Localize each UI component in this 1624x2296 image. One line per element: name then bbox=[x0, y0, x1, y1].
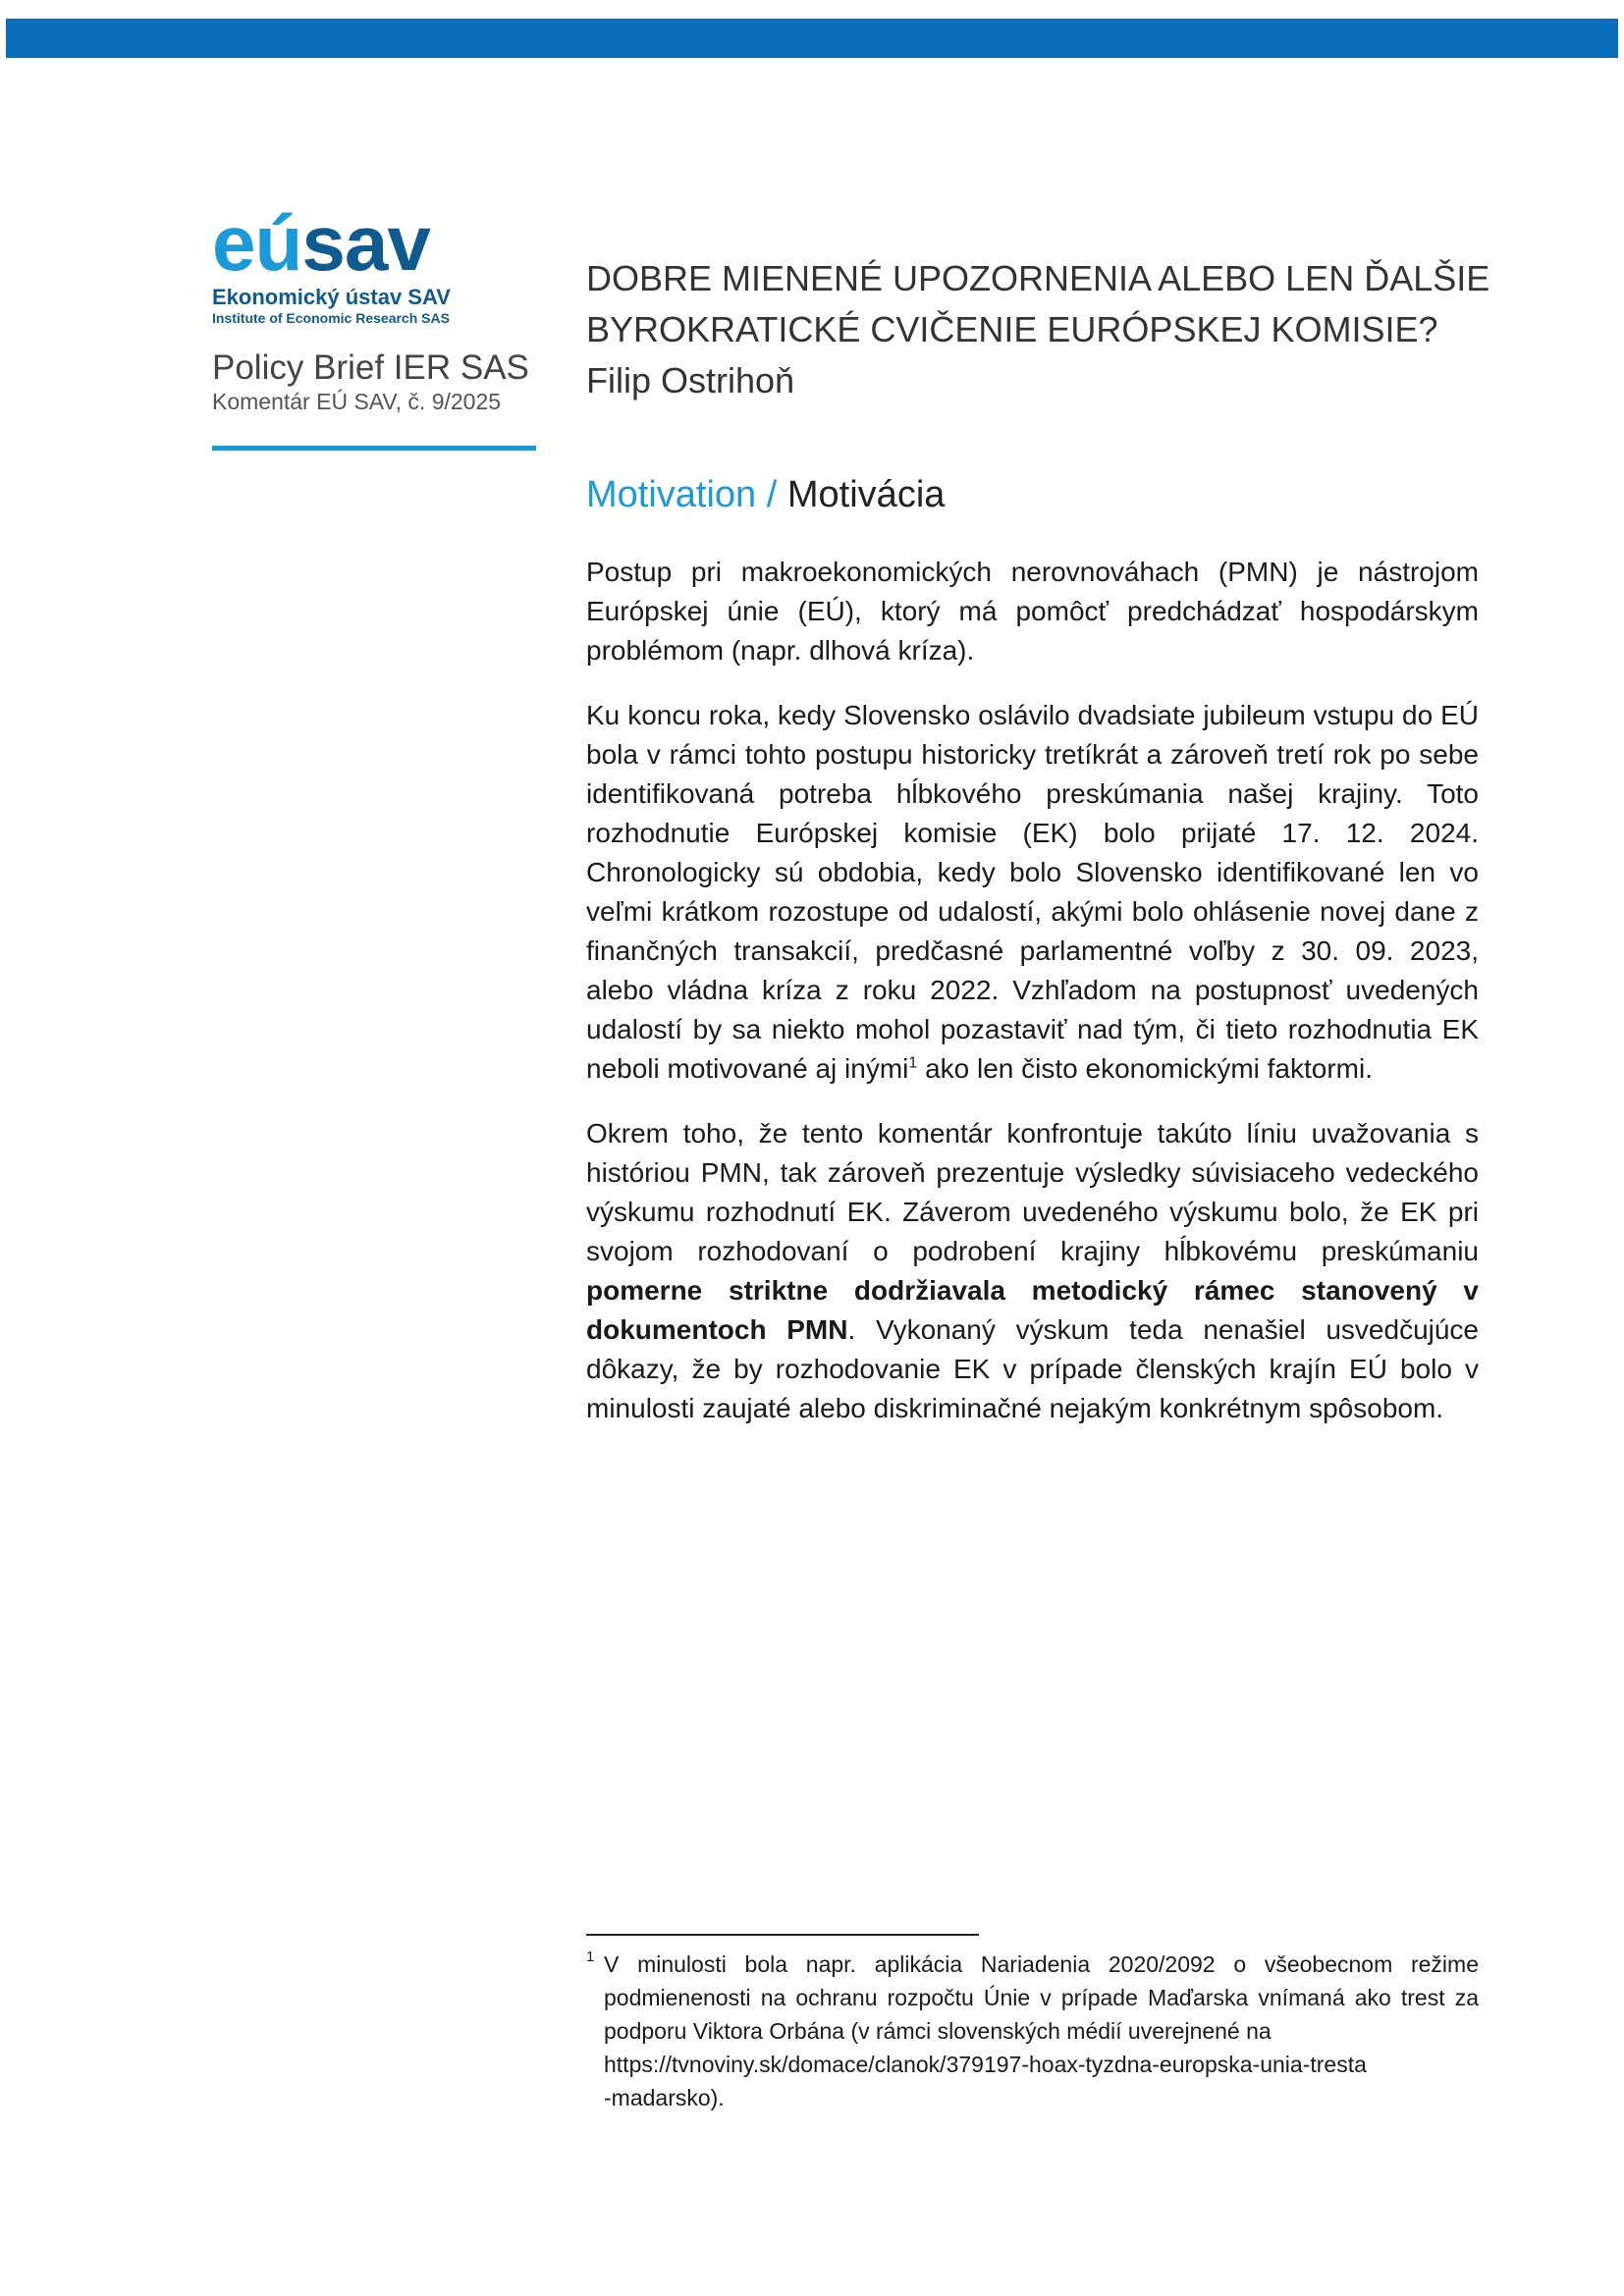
paragraph-3-text: Okrem toho, že tento komentár konfrontuje takúto líniu uvažovania s históriou PMN, tak zároveň prezentuje výsledky súvisiaceho vedeckého výskumu rozhodnutí EK. Záverom uvedeného výskumu bolo, že EK pri svojom rozhodovaní o podrobení krajiny hĺbkovému preskúmaniu bbox=[586, 1118, 1479, 1266]
document-title-line-1: DOBRE MIENENÉ UPOZORNENIA ALEBO LEN ĎALŠIE bbox=[586, 258, 1490, 298]
paragraph-3-text-end: . Vykonaný výskum teda nenašiel usvedčujúce dôkazy, že by rozhodovanie EK v prípade členských krajín EÚ bolo v minulosti zaujaté alebo diskriminačné nejakým konkrétnym spôsobom. bbox=[586, 1314, 1480, 1423]
footnote-link[interactable] bbox=[604, 2048, 1479, 2114]
paragraph-3-bold: pomerne striktne dodržiavala metodický rámec stanovený v dokumentoch PMN bbox=[586, 1275, 1479, 1345]
paragraph-2-text-end: ako len čisto ekonomickými faktormi. bbox=[917, 1053, 1374, 1084]
document-author: Filip Ostrihoň bbox=[586, 360, 795, 400]
paragraph-2-text: Ku koncu roka, kedy Slovensko oslávilo dvadsiate jubileum vstupu do EÚ bola v rámci tohto postupu historicky tretíkrát a zároveň tretí rok po sebe identifikovaná potreba hĺbkového preskúmania našej krajiny. Toto rozhodnutie Európskej komisie (EK) bolo prijaté 17. 12. 2024. Chronologicky sú obdobia, kedy bolo Slovensko identifikované len vo veľmi krátkom rozostupe od udalostí, akými bolo ohlásenie novej dane z finančných transakcií, predčasné parlamentné voľby z 30. 09. 2023, alebo vládna kríza z roku 2022. Vzhľadom na postupnosť uvedených udalostí by sa niekto mohol pozastaviť nad tým, či tieto rozhodnutia EK neboli motivované aj inými bbox=[586, 700, 1479, 1084]
footnote-text: V minulosti bola napr. aplikácia Nariadenia 2020/2092 o všeobecnom režime podmienenosti na ochranu rozpočtu Únie v prípade Maďarska vnímaná ako trest za podporu Viktora Orbána (v rámci slovenských médií uverejnené na bbox=[604, 1951, 1479, 2044]
logo-institute-name-sk: Ekonomický ústav SAV bbox=[212, 285, 451, 309]
institute-logo bbox=[212, 199, 458, 326]
sidebar-divider bbox=[212, 446, 536, 451]
footnote-mark: 1 bbox=[586, 1949, 595, 1965]
top-color-bar bbox=[6, 19, 1618, 58]
footnote-divider bbox=[586, 1934, 979, 1936]
footnote-reference[interactable]: 1 bbox=[908, 1054, 918, 1072]
paragraph-3 bbox=[586, 1114, 1479, 1428]
footnote bbox=[586, 1948, 1479, 2114]
section-heading bbox=[586, 470, 1479, 519]
document-title-block bbox=[586, 253, 1490, 406]
series-label bbox=[212, 348, 536, 415]
section-heading-separator: / bbox=[756, 474, 787, 515]
section-heading-en: Motivation bbox=[586, 474, 757, 515]
paragraph-2 bbox=[586, 696, 1479, 1089]
footnote-link-line-2[interactable]: -madarsko). bbox=[604, 2085, 725, 2110]
series-title: Policy Brief IER SAS bbox=[212, 348, 529, 387]
paragraph-1: Postup pri makroekonomických nerovnováhach (PMN) je nástrojom Európskej únie (EÚ), ktorý má pomôcť predchádzať hospodárskym problémom (napr. dlhová kríza). bbox=[586, 557, 1479, 666]
logo-sav: sav bbox=[301, 199, 430, 287]
logo-wordmark bbox=[212, 199, 458, 287]
document-title-line-2: BYROKRATICKÉ CVIČENIE EURÓPSKEJ KOMISIE? bbox=[586, 309, 1438, 349]
logo-institute-name-en: Institute of Economic Research SAS bbox=[212, 310, 450, 326]
footnote-link-line-1[interactable]: https://tvnoviny.sk/domace/clanok/379197-hoax-tyzdna-europska-unia-tresta bbox=[604, 2052, 1367, 2077]
body-text bbox=[586, 553, 1479, 1454]
section-heading-sk: Motivácia bbox=[786, 474, 946, 515]
series-subtitle: Komentár EÚ SAV, č. 9/2025 bbox=[212, 389, 502, 414]
logo-eu: eú bbox=[212, 199, 302, 287]
